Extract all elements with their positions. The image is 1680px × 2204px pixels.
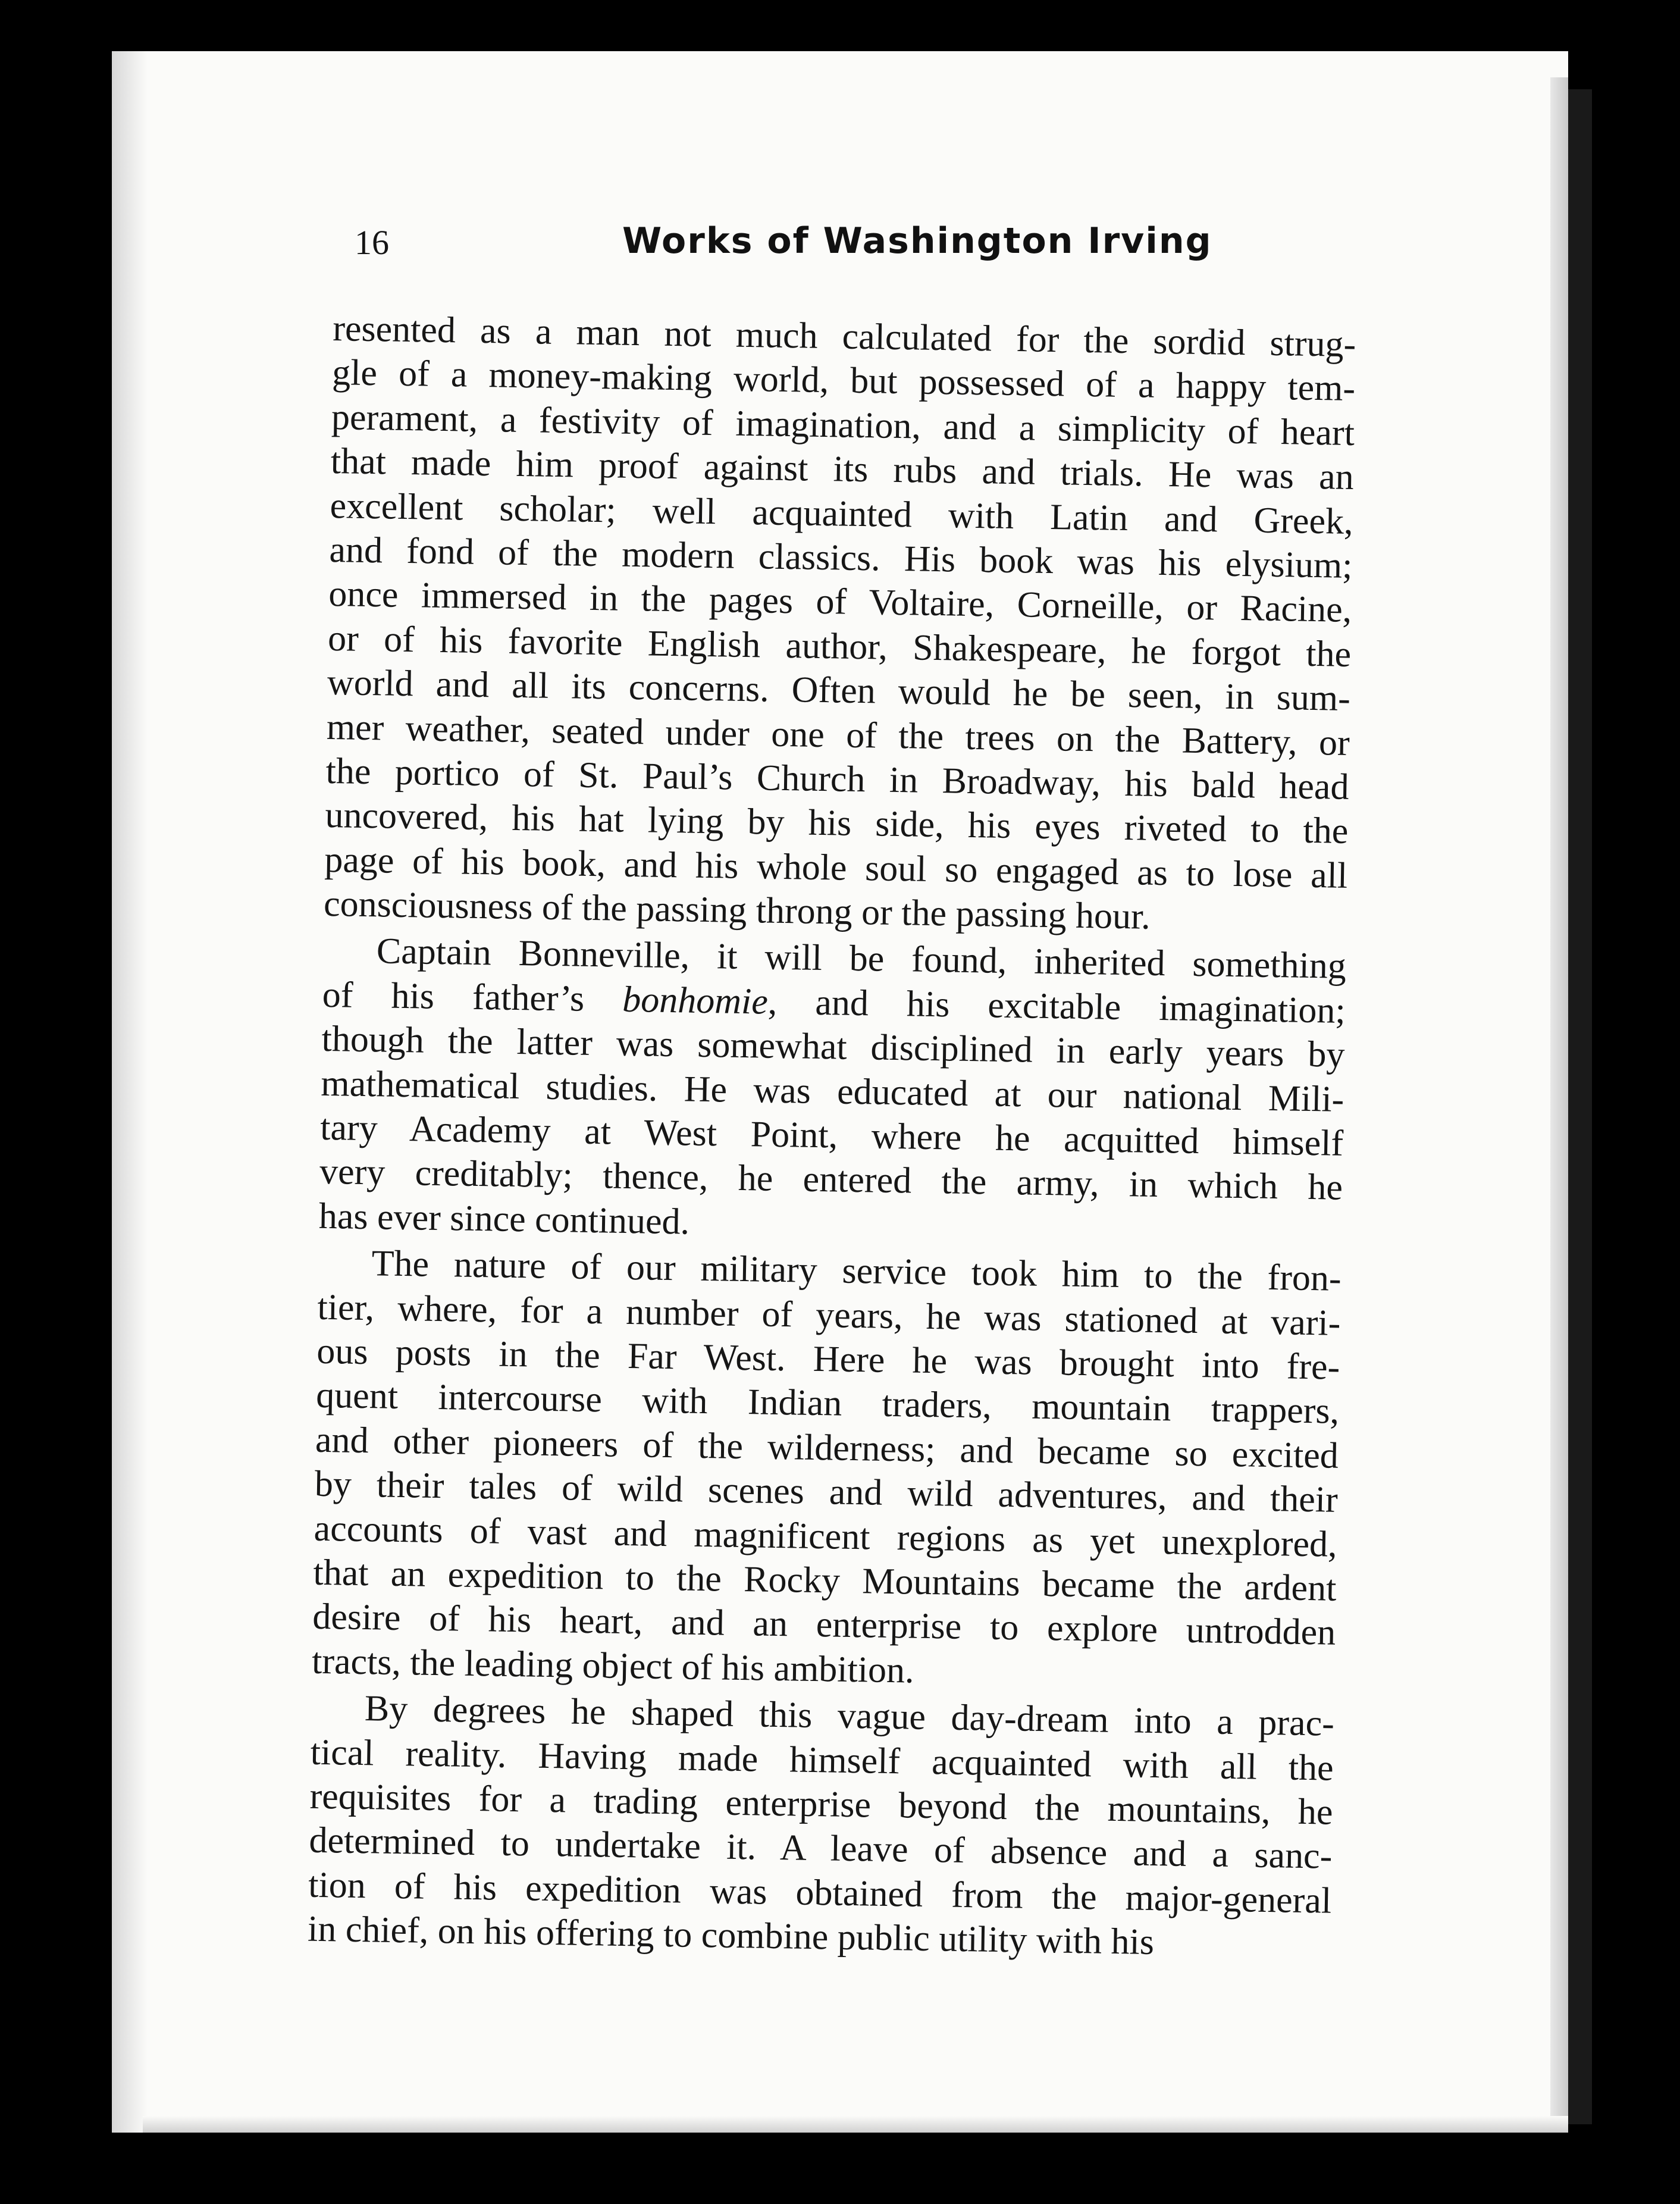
text-line: excellent scholar; well acquainted with Latin and Greek, [330,485,1354,542]
text-line: gle of a money-making world, but possessed of a happy tem- [331,352,1356,409]
body-text [308,306,1356,1967]
text-line: world and all its concerns. Often would he be seen, in sum- [327,662,1351,719]
text-line: very creditably; thence, he entered the army, in which he [319,1151,1343,1209]
text-line: or of his favorite English author, Shakespeare, he forgot the [327,618,1352,675]
running-head [355,214,1532,274]
text-line: though the latter was somewhat disciplined in early years by [321,1019,1345,1076]
page-number: 16 [355,223,389,262]
text-line: tion of his expedition was obtained from the major-general [308,1864,1332,1921]
text-line: uncovered, his hat lying by his side, his eyes riveted to the [325,795,1349,852]
text-line: tical reality. Having made himself acquainted with all the [310,1732,1334,1789]
text-line: that made him proof against its rubs and trials. He was an [330,441,1355,498]
text-line: in chief, on his offering to combine public utility with his [307,1908,1155,1963]
text-line: determined to undertake it. A leave of absence and a sanc- [308,1820,1333,1877]
text-line: requisites for a trading enterprise beyond the mountains, he [309,1776,1333,1833]
text-line: ous posts in the Far West. Here he was brought into fre- [316,1330,1340,1388]
text-line: page of his book, and his whole soul so engaged as to lose all [324,839,1348,896]
text-line: Captain Bonneville, it will be found, inherited something [376,931,1347,987]
text-line: consciousness of the passing throng or the passing hour. [323,883,1151,937]
text-line: by their tales of wild scenes and wild adventures, and their [314,1463,1339,1520]
text-line: tier, where, for a number of years, he was stationed at vari- [317,1286,1341,1344]
page-gutter-shadow [112,51,148,2133]
text-line: resented as a man not much calculated for the sordid strug- [332,308,1356,365]
paragraph [324,306,1356,942]
paragraph [308,1686,1335,1967]
text-run: of his father’s [322,974,623,1020]
paragraph [318,928,1346,1254]
text-line: perament, a festivity of imagination, and a simplicity of heart [331,396,1355,453]
text-line: mer weather, seated under one of the trees on the Battery, or [326,706,1350,763]
running-title: Works of Washington Irving [622,220,1212,262]
italic-text-run: bonhomie [622,979,769,1022]
text-line: By degrees he shaped this vague day-dream into a prac- [364,1688,1335,1744]
text-line: and other pioneers of the wilderness; and became so excited [315,1419,1339,1476]
text-line: the portico of St. Paul’s Church in Broadway, his bald head [325,750,1350,807]
text-line: and fond of the modern classics. His book was his elysium; [329,529,1353,586]
text-line: that an expedition to the Rocky Mountains became the ardent [313,1552,1337,1609]
paragraph [312,1241,1342,1699]
text-run: , and his excitable imagination; [767,981,1346,1031]
page-bottom-edge [143,2116,1568,2133]
text-line: has ever since continued. [318,1195,690,1242]
page-fore-edge [1550,77,1568,2133]
text-line: tary Academy at West Point, where he acquitted himself [319,1107,1344,1164]
text-line: mathematical studies. He was educated at our national Mili- [320,1063,1344,1120]
book-binding-edge [1568,89,1592,2124]
text-line: desire of his heart, and an enterprise to explore untrodden [312,1596,1336,1654]
text-line: once immersed in the pages of Voltaire, Corneille, or Racine, [328,574,1352,631]
text-line: quent intercourse with Indian traders, mountain trappers, [315,1375,1340,1432]
text-line: tracts, the leading object of his ambition. [311,1641,915,1691]
text-line: accounts of vast and magnificent regions as yet unexplored, [314,1508,1338,1565]
text-line: The nature of our military service took him to the fron- [371,1243,1342,1300]
